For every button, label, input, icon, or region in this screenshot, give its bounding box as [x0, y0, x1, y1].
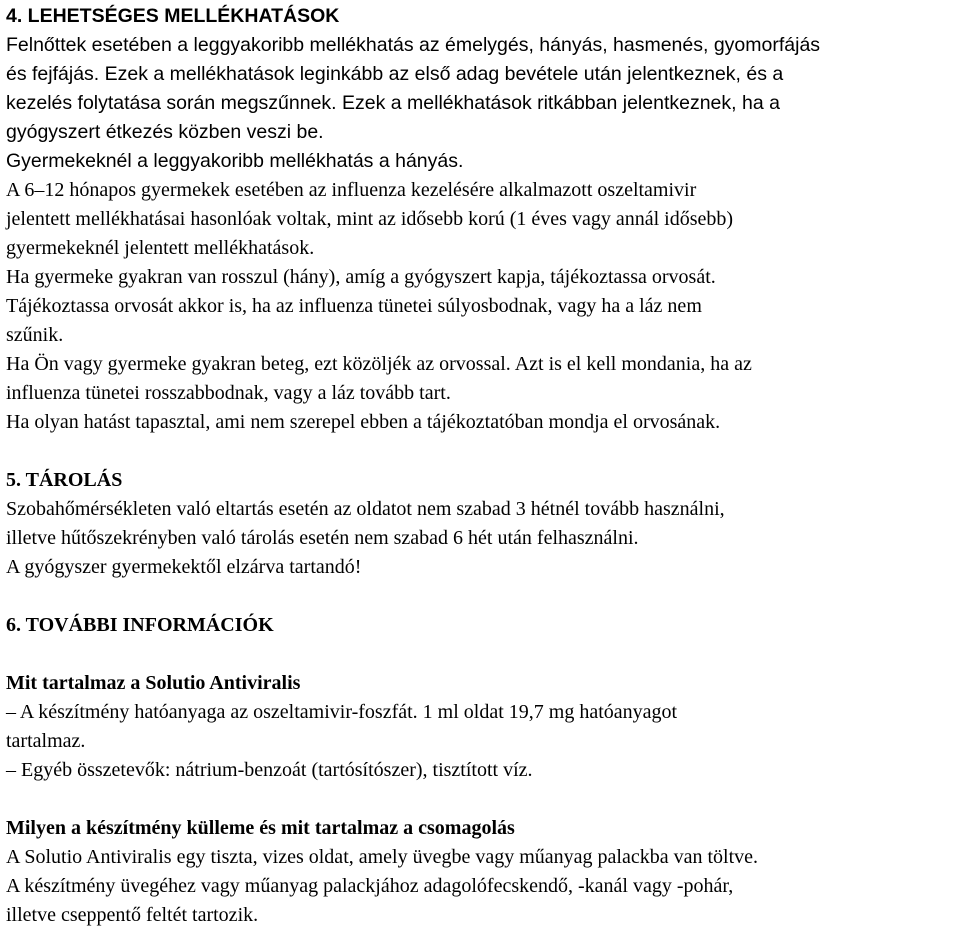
section-6-heading: 6. TOVÁBBI INFORMÁCIÓK — [6, 614, 274, 636]
appearance-line: A Solutio Antiviralis egy tiszta, vizes oldat, amely üvegbe vagy műanyag palackba van töltve. — [6, 846, 759, 868]
section-4-sans-line: Felnőttek esetében a leggyakoribb mellékhatás az émelygés, hányás, hasmenés, gyomorfájás — [6, 34, 821, 56]
spacer — [6, 437, 952, 466]
section-5-heading: 5. TÁROLÁS — [6, 469, 123, 491]
spacer — [6, 582, 952, 611]
section-4-text-line: szűnik. — [6, 324, 64, 346]
section-4-heading: 4. LEHETSÉGES MELLÉKHATÁSOK — [6, 5, 340, 27]
section-5-text-line: illetve hűtőszekrényben való tárolás esetén nem szabad 6 hét után felhasználni. — [6, 527, 639, 549]
appearance-line: A készítmény üvegéhez vagy műanyag palackjához adagolófecskendő, -kanál vagy -pohár, — [6, 875, 734, 897]
section-4-sans-line: Gyermekeknél a leggyakoribb mellékhatás a hányás. — [6, 150, 464, 172]
ingredients-line: tartalmaz. — [6, 730, 86, 752]
section-5-text-line: Szobahőmérsékleten való eltartás esetén az oldatot nem szabad 3 hétnél tovább használni, — [6, 498, 725, 520]
section-4-sans-line: és fejfájás. Ezek a mellékhatások leginkább az első adag bevétele után jelentkeznek, és a — [6, 63, 784, 85]
section-4-text-line: Ha Ön vagy gyermeke gyakran beteg, ezt közöljék az orvossal. Azt is el kell mondania, ha az — [6, 353, 752, 375]
section-4-text-line: gyermekeknél jelentett mellékhatások. — [6, 237, 315, 259]
appearance-subheading: Milyen a készítmény külleme és mit tartalmaz a csomagolás — [6, 817, 515, 839]
section-4-text-line: Ha olyan hatást tapasztal, ami nem szerepel ebben a tájékoztatóban mondja el orvosának. — [6, 411, 721, 433]
ingredients-line: – A készítmény hatóanyaga az oszeltamivir-foszfát. 1 ml oldat 19,7 mg hatóanyagot — [6, 701, 678, 723]
spacer — [6, 640, 952, 669]
section-5-text-line: A gyógyszer gyermekektől elzárva tartandó! — [6, 556, 362, 578]
section-4-sans-line: kezelés folytatása során megszűnnek. Ezek a mellékhatások ritkábban jelentkeznek, ha a — [6, 92, 780, 114]
spacer — [6, 785, 952, 814]
section-4-sans-line: gyógyszert étkezés közben veszi be. — [6, 121, 324, 143]
section-4-text-line: jelentett mellékhatásai hasonlóak voltak, mint az idősebb korú (1 éves vagy annál idősebb) — [6, 208, 734, 230]
section-4-text-line: Ha gyermeke gyakran van rosszul (hány), amíg a gyógyszert kapja, tájékoztassa orvosát. — [6, 266, 716, 288]
section-4-text-line: influenza tünetei rosszabbodnak, vagy a láz tovább tart. — [6, 382, 451, 404]
ingredients-line: – Egyéb összetevők: nátrium-benzoát (tartósítószer), tisztított víz. — [6, 759, 533, 781]
ingredients-subheading: Mit tartalmaz a Solutio Antiviralis — [6, 672, 301, 694]
appearance-line: illetve cseppentő feltét tartozik. — [6, 904, 259, 926]
section-4-text-line: Tájékoztassa orvosát akkor is, ha az influenza tünetei súlyosbodnak, vagy ha a láz nem — [6, 295, 702, 317]
section-4-text-line: A 6–12 hónapos gyermekek esetében az influenza kezelésére alkalmazott oszeltamivir — [6, 179, 697, 201]
